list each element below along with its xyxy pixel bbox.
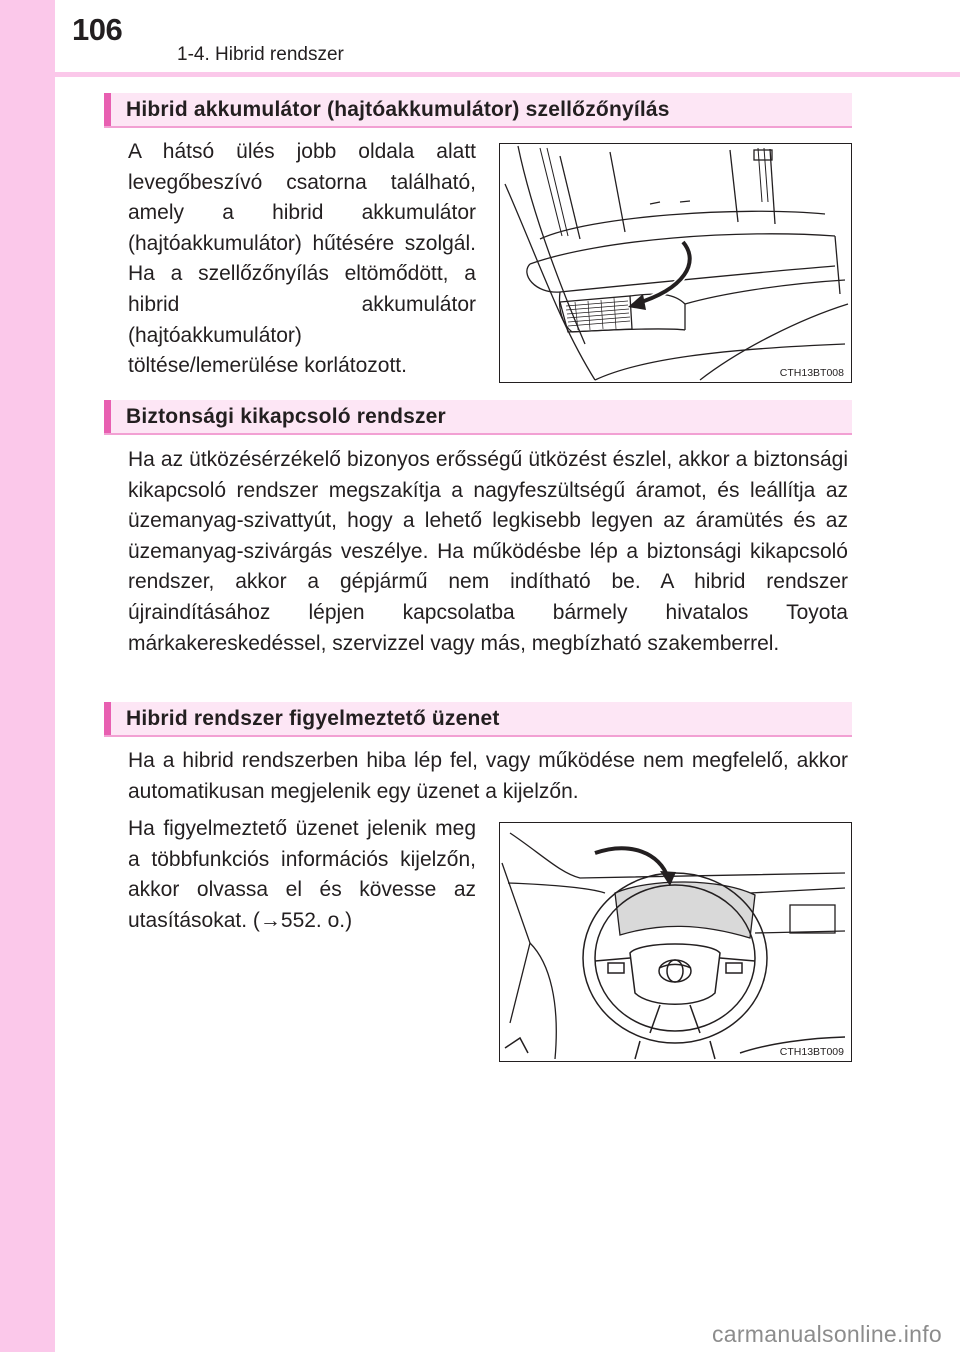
section-heading-battery-vent <box>104 93 852 128</box>
page-number: 106 <box>72 12 123 47</box>
figure-code: CTH13BT009 <box>779 1046 844 1058</box>
watermark: carmanualsonline.info <box>711 1321 942 1347</box>
section-heading-safety-shutoff <box>104 400 852 435</box>
section-title: Biztonsági kikapcsoló rendszer <box>126 405 446 428</box>
paragraph-warning-message: Ha a hibrid rendszerben hiba lép fel, vagy működése nem megfelelő, akkor automatikusan megjelenik egy üzenet a kijelzőn. <box>128 749 848 803</box>
rear-seat-illustration <box>500 144 850 381</box>
figure-rear-seat-vent <box>499 143 852 383</box>
section-heading-bar <box>104 93 111 126</box>
dashboard-illustration <box>500 823 850 1060</box>
paragraph-follow-instructions: Ha figyelmeztető üzenet jelenik meg a többfunkciós információs kijelzőn, akkor olvassa el és kövesse az utasításokat. (→552. o.) <box>128 817 476 932</box>
paragraph-battery-vent: A hátsó ülés jobb oldala alatt levegőbeszívó csatorna található, amely a hibrid akkumulátor (hajtóakkumulátor) hűtésére szolgál. Ha a szellőzőnyílás eltömődött, a hibrid akkumulátor (hajtóakkumulátor) töltése/lemerülése korlátozott. <box>128 140 476 378</box>
section-heading-warning-message <box>104 702 852 737</box>
section-heading-bar <box>104 702 111 735</box>
figure-steering-wheel-display <box>499 822 852 1062</box>
section-heading-bar <box>104 400 111 433</box>
left-margin-band <box>0 0 55 1352</box>
paragraph-safety-shutoff: Ha az ütközésérzékelő bizonyos erősségű ütközést észlel, akkor a biztonsági kikapcsoló rendszer megszakítja a nagyfeszültségű áramot, és leállítja az üzemanyag-szivattyút, hogy a lehető legkisebb legyen az áramütés és az üzemanyag-szivárgás veszélye. Ha működésbe lép a biztonsági kikapcsoló rendszer, akkor a gépjármű nem indítható be. A hibrid rendszer újraindításához lépjen kapcsolatba bármely hivatalos Toyota márkakereskedéssel, szervizzel vagy más, megbízható szakemberrel. <box>128 448 848 655</box>
header-rule <box>55 72 960 77</box>
figure-code: CTH13BT008 <box>779 367 844 379</box>
chapter-title: 1-4. Hibrid rendszer <box>177 44 344 65</box>
section-title: Hibrid akkumulátor (hajtóakkumulátor) szellőzőnyílás <box>126 98 670 121</box>
section-title: Hibrid rendszer figyelmeztető üzenet <box>126 707 500 730</box>
